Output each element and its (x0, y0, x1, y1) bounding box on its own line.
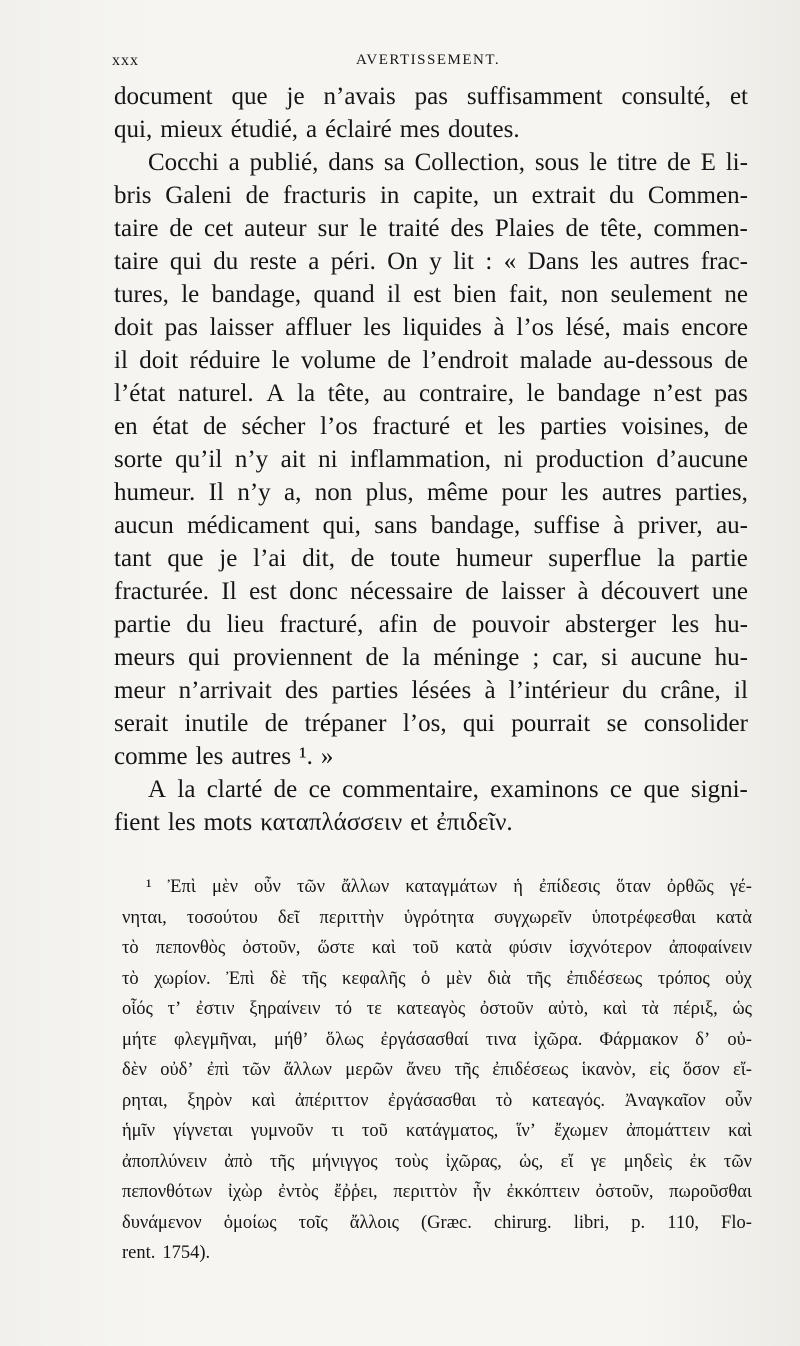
text-line: il doit réduire le volume de l’endroit malade au-dessous de (114, 347, 748, 374)
running-head: AVERTISSEMENT. (356, 52, 501, 68)
footnote-line: δὲν οὐδ’ ἐπὶ τῶν ἄλλων μερῶν ἄνευ τῆς ἐπιδέσεως ἱκανὸν, εἰς ὅσον εἴ- (122, 1060, 752, 1080)
text-line: Cocchi a publié, dans sa Collection, sous le titre de E li- (148, 149, 748, 176)
text-line: partie du lieu fracturé, afin de pouvoir absterger les hu- (114, 611, 748, 638)
text-line: l’état naturel. A la tête, au contraire, le bandage n’est pas (114, 380, 748, 407)
footnote-line: δυνάμενον ὁμοίως τοῖς ἄλλοις (Græc. chirurg. libri, p. 110, Flo- (122, 1212, 752, 1233)
footnote-line: τὸ πεπονθὸς ὀστοῦν, ὥστε καὶ τοῦ κατὰ φύσιν ἰσχνότερον ἀποφαίνειν (122, 938, 752, 958)
footnote-line: τὸ χωρίον. Ἐπὶ δὲ τῆς κεφαλῆς ὁ μὲν διὰ τῆς ἐπιδέσεως τρόπος οὐχ (122, 968, 752, 989)
text-line: tant que je l’ai dit, de toute humeur superflue la partie (114, 545, 748, 572)
text-line: document que je n’avais pas suffisamment consulté, et (114, 83, 748, 110)
text-line: meurs qui proviennent de la méninge ; car, si aucune hu- (114, 644, 748, 671)
page-number: xxx (112, 52, 139, 69)
footnote-line: νηται, τοσούτου δεῖ περιττὴν ὑγρότητα συγχωρεῖν ὑποτρέφεσθαι κατὰ (122, 907, 752, 928)
text-line: tures, le bandage, quand il est bien fait, non seulement ne (114, 281, 748, 308)
footnote-line: ¹ Ἐπὶ μὲν οὖν τῶν ἄλλων καταγμάτων ἡ ἐπίδεσις ὅταν ὀρθῶς γέ- (146, 877, 752, 897)
footnote-line: μήτε φλεγμῆναι, μήθ’ ὅλως ἐργάσασθαί τινα ἰχῶρα. Φάρμακον δ’ οὐ- (122, 1029, 752, 1050)
text-line: aucun médicament qui, sans bandage, suffise à priver, au- (114, 512, 748, 539)
text-line: bris Galeni de fracturis in capite, un extrait du Commen- (114, 182, 748, 209)
footnote (122, 872, 752, 1269)
text-line: meur n’arrivait des parties lésées à l’intérieur du crâne, il (114, 677, 748, 704)
text-line: taire qui du reste a péri. On y lit : « Dans les autres frac- (114, 248, 748, 275)
text-line: taire de cet auteur sur le traité des Plaies de tête, commen- (114, 215, 748, 242)
footnote-line: ἀποπλύνειν ἀπὸ τῆς μήνιγγος τοὺς ἰχῶρας, ὡς, εἴ γε μηδεὶς ἐκ τῶν (122, 1151, 752, 1172)
footnote-line: ρηται, ξηρὸν καὶ ἀπέριττον ἐργάσασθαι τὸ κατεαγός. Ἀναγκαῖον οὖν (122, 1090, 752, 1111)
footnote-line: οἷός τ’ ἐστιν ξηραίνειν τό τε κατεαγὸς ὀστοῦν αὐτὸ, καὶ τὰ πέριξ, ὡς (122, 999, 752, 1019)
text-line: A la clarté de ce commentaire, examinons ce que signi- (148, 776, 748, 803)
footnote-line: πεπονθότων ἰχὼρ ἐντὸς ἔῤῥει, περιττὸν ἦν ἐκκόπτειν ὀστοῦν, πωροῦσθαι (122, 1182, 752, 1202)
text-line: fient les mots καταπλάσσειν et ἐπιδεῖν. (114, 809, 513, 836)
footnote-line: rent. 1754). (122, 1243, 211, 1263)
text-line: en état de sécher l’os fracturé et les parties voisines, de (114, 413, 748, 440)
text-line: serait inutile de trépaner l’os, qui pourrait se consolider (114, 710, 748, 737)
text-line: fracturée. Il est donc nécessaire de laisser à découvert une (114, 578, 748, 605)
footnote-line: ἡμῖν γίγνεται γυμνοῦν τι τοῦ κατάγματος, ἵν’ ἔχωμεν ἀπομάττειν καὶ (122, 1121, 752, 1141)
text-line: qui, mieux étudié, a éclairé mes doutes. (114, 116, 520, 143)
text-line: humeur. Il n’y a, non plus, même pour les autres parties, (114, 479, 748, 506)
body-text (114, 80, 748, 839)
page-header (112, 48, 712, 74)
text-line: sorte qu’il n’y ait ni inflammation, ni production d’aucune (114, 446, 748, 473)
text-line: doit pas laisser affluer les liquides à l’os lésé, mais encore (114, 314, 748, 341)
text-line: comme les autres ¹. » (114, 743, 334, 770)
